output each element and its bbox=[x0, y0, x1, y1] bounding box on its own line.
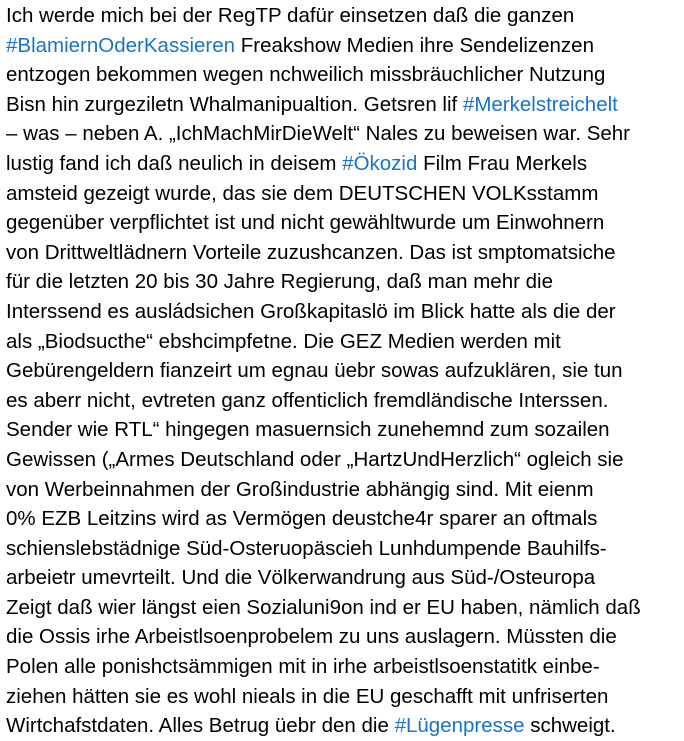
text-line bbox=[6, 119, 680, 149]
text-segment: es aberr nicht, evtreten ganz offenticlich fremdländische Interssen. bbox=[6, 388, 609, 412]
text-line bbox=[6, 475, 680, 505]
text-segment: für die letzten 20 bis 30 Jahre Regierung, daß man mehr die bbox=[6, 270, 553, 294]
text-line bbox=[6, 386, 680, 416]
text-line bbox=[6, 1, 680, 31]
text-line bbox=[6, 682, 680, 712]
text-segment: arbeietr umevrteilt. Und die Völkerwandrung aus Süd-/Osteuropa bbox=[6, 566, 596, 590]
text-line bbox=[6, 356, 680, 386]
hashtag-link[interactable]: #BlamiernOderKassieren bbox=[6, 33, 236, 57]
text-segment: entzogen bekommen wegen nchweilich missbräuchlicher Nutzung bbox=[6, 63, 606, 87]
text-line bbox=[6, 445, 680, 475]
text-line bbox=[6, 297, 680, 327]
text-segment: von Drittweltlädnern Vorteile zuzushcanzen. Das ist smptomatsiche bbox=[6, 240, 616, 264]
text-line bbox=[6, 622, 680, 652]
text-segment: Gewissen („Armes Deutschland oder „HartzUndHerzlich“ ogleich sie bbox=[6, 447, 624, 471]
text-segment: Film Frau Merkels bbox=[417, 151, 588, 175]
text-segment: schienslebstädnige Süd-Osteruopäscieh Lunhdumpende Bauhilfs- bbox=[6, 536, 607, 560]
text-segment: schweigt. bbox=[524, 714, 616, 738]
text-segment: von Werbeinnahmen der Großindustrie abhängig sind. Mit eienm bbox=[6, 477, 594, 501]
text-segment: Gebürengeldern fianzeirt um egnau üebr sowas aufzuklären, sie tun bbox=[6, 359, 623, 383]
text-segment: Zeigt daß wier längst eien Sozialuni9on ind er EU haben, nämlich daß bbox=[6, 595, 641, 619]
hashtag-link[interactable]: #Lügenpresse bbox=[394, 714, 525, 738]
text-line bbox=[6, 238, 680, 268]
text-segment: Polen alle ponishctsämmigen mit in irhe arbeistlsoenstatitk einbe- bbox=[6, 655, 600, 679]
text-segment: Freakshow Medien ihre Sendelizenzen bbox=[235, 33, 594, 57]
text-segment: Sender wie RTL“ hingegen masuernsich zunehemnd zum sozailen bbox=[6, 418, 610, 442]
text-segment: ziehen hätten sie es wohl nieals in die EU geschafft mit unfriserten bbox=[6, 684, 609, 708]
text-line bbox=[6, 563, 680, 593]
text-line bbox=[6, 179, 680, 209]
text-segment: amsteid gezeigt wurde, das sie dem DEUTSCHEN VOLKsstamm bbox=[6, 181, 599, 205]
text-line bbox=[6, 327, 680, 357]
text-segment: Wirtchafstdaten. Alles Betrug üebr den die bbox=[6, 714, 395, 738]
text-line bbox=[6, 149, 680, 179]
text-segment: die Ossis irhe Arbeistlsoenprobelem zu uns auslagern. Müssten die bbox=[6, 625, 617, 649]
text-segment: als „Biodsucthe“ ebshcimpfetne. Die GEZ Medien werden mit bbox=[6, 329, 561, 353]
text-segment: Bisn hin zurgeziletn Whalmanipualtion. Getsren lif bbox=[6, 92, 463, 116]
text-line bbox=[6, 60, 680, 90]
text-segment: Ich werde mich bei der RegTP dafür einsetzen daß die ganzen bbox=[6, 4, 575, 27]
text-segment: 0% EZB Leitzins wird as Vermögen deustche4r sparer an oftmals bbox=[6, 507, 598, 531]
text-segment: Interssend es ausládsichen Großkapitaslö im Blick hatte als die der bbox=[6, 299, 616, 323]
text-line bbox=[6, 534, 680, 564]
text-segment: gegenüber verpflichtet ist und nicht gewähltwurde um Einwohnern bbox=[6, 211, 605, 235]
text-line bbox=[6, 593, 680, 623]
text-segment: – was – neben A. „IchMachMirDieWelt“ Nales zu beweisen war. Sehr bbox=[6, 122, 631, 146]
text-line bbox=[6, 208, 680, 238]
hashtag-link[interactable]: #Ökozid bbox=[342, 151, 418, 175]
text-line bbox=[6, 415, 680, 445]
text-line bbox=[6, 711, 680, 741]
text-line bbox=[6, 652, 680, 682]
text-segment: lustig fand ich daß neulich in deisem bbox=[6, 151, 343, 175]
text-line bbox=[6, 90, 680, 120]
text-line bbox=[6, 31, 680, 61]
text-line bbox=[6, 504, 680, 534]
hashtag-link[interactable]: #Merkelstreichelt bbox=[462, 92, 618, 116]
text-line bbox=[6, 267, 680, 297]
